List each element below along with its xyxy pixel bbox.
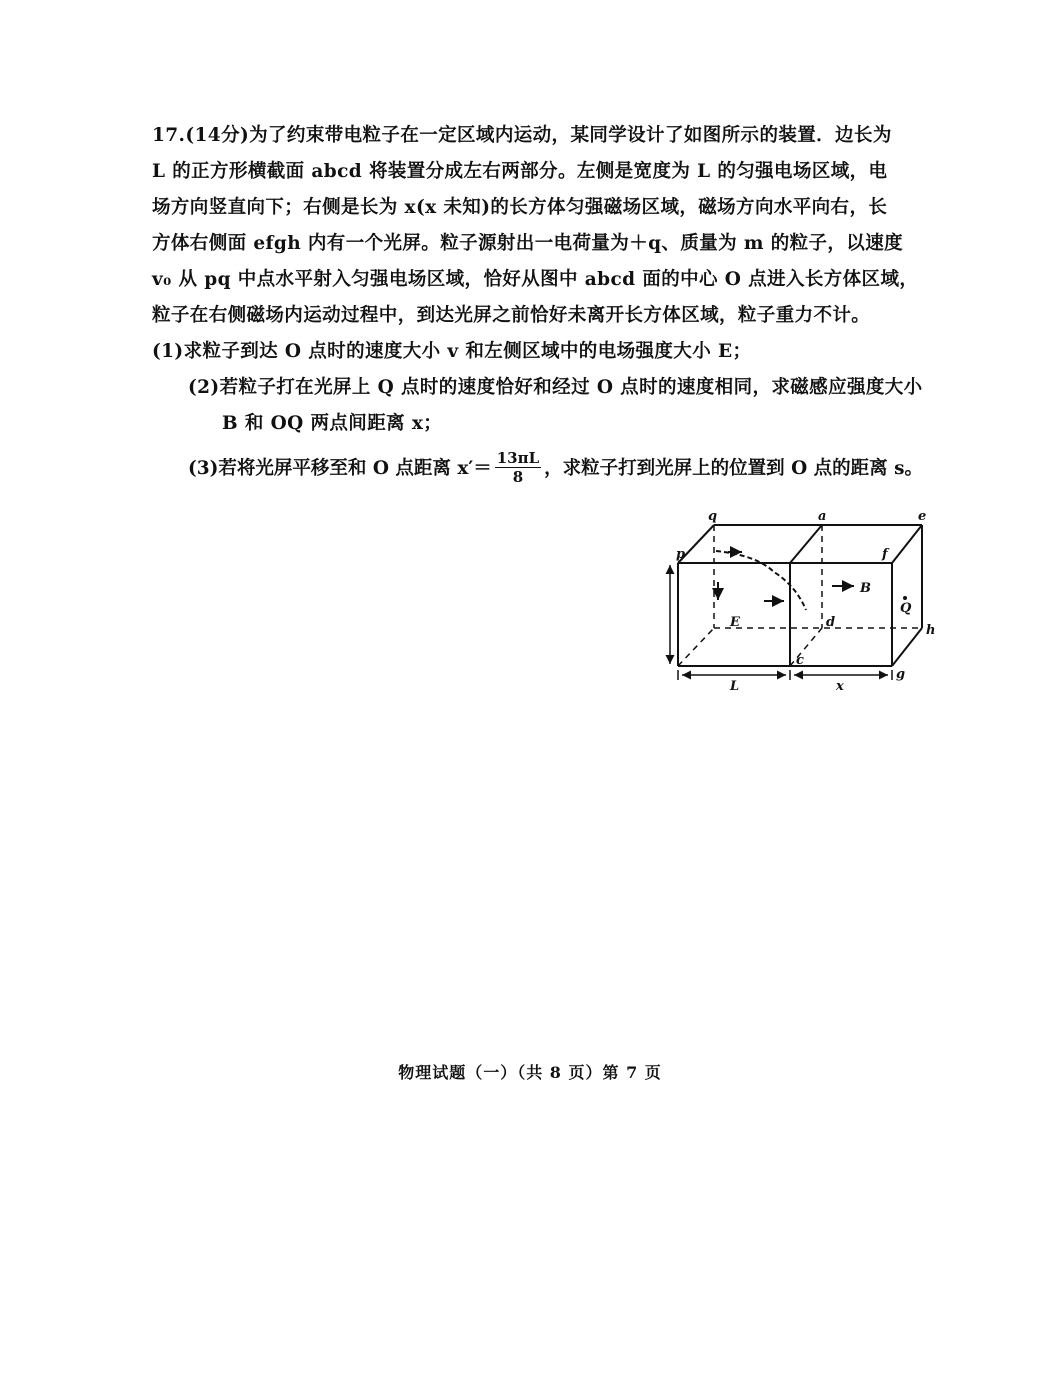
fraction-numerator: 13πL bbox=[496, 448, 540, 467]
label-h: h bbox=[926, 623, 936, 638]
problem-17 bbox=[152, 118, 952, 490]
page-footer: 物理试题（一）（共 8 页）第 7 页 bbox=[398, 1063, 662, 1082]
label-p: p bbox=[676, 547, 686, 562]
apparatus-diagram bbox=[656, 500, 946, 690]
question-2-line-2: B 和 OQ 两点间距离 x； bbox=[222, 413, 443, 434]
question-3-suffix: ，求粒子打到光屏上的位置到 O 点的距离 s。 bbox=[544, 458, 923, 479]
label-a: a bbox=[818, 509, 827, 524]
problem-line-2: L 的正方形横截面 abcd 将装置分成左右两部分。左侧是宽度为 L 的匀强电场区域，电 bbox=[152, 161, 888, 182]
question-2-line-1: (2)若粒子打在光屏上 Q 点时的速度恰好和经过 O 点时的速度相同，求磁感应强度大小 bbox=[188, 377, 923, 398]
label-c: c bbox=[796, 653, 804, 668]
label-b-field: B bbox=[860, 581, 871, 596]
point-q bbox=[903, 596, 907, 600]
label-length-l: L bbox=[730, 679, 740, 690]
fraction-denominator: 8 bbox=[512, 467, 524, 486]
question-3-prefix: (3)若将光屏平移至和 O 点距离 x′＝ bbox=[188, 458, 492, 479]
length-dimension bbox=[678, 670, 892, 680]
problem-line-5: v₀ 从 pq 中点水平射入匀强电场区域，恰好从图中 abcd 面的中心 O 点进入长方体区域， bbox=[152, 269, 919, 290]
label-e: e bbox=[918, 509, 927, 524]
problem-line-6: 粒子在右侧磁场内运动过程中，到达光屏之前恰好未离开长方体区域，粒子重力不计。 bbox=[152, 305, 871, 326]
question-1: (1)求粒子到达 O 点时的速度大小 v 和左侧区域中的电场强度大小 E； bbox=[152, 341, 752, 362]
label-q: q bbox=[708, 509, 718, 524]
fraction bbox=[495, 449, 541, 486]
label-length-x: x bbox=[836, 679, 844, 690]
label-f: f bbox=[882, 547, 888, 562]
problem-line-4: 方体右侧面 efgh 内有一个光屏。粒子源射出一电荷量为＋q、质量为 m 的粒子，以速度 bbox=[152, 233, 903, 254]
question-3 bbox=[152, 444, 952, 490]
label-e-field: E bbox=[730, 615, 740, 630]
apparatus-svg bbox=[656, 500, 946, 690]
problem-line-1: 17.(14分)为了约束带电粒子在一定区域内运动，某同学设计了如图所示的装置．边长为 bbox=[152, 125, 892, 146]
label-g: g bbox=[896, 667, 906, 682]
label-d: d bbox=[826, 615, 836, 630]
label-q-point: Q bbox=[900, 601, 912, 616]
problem-line-3: 场方向竖直向下；右侧是长为 x(x 未知)的长方体匀强磁场区域，磁场方向水平向右，长 bbox=[152, 197, 888, 218]
